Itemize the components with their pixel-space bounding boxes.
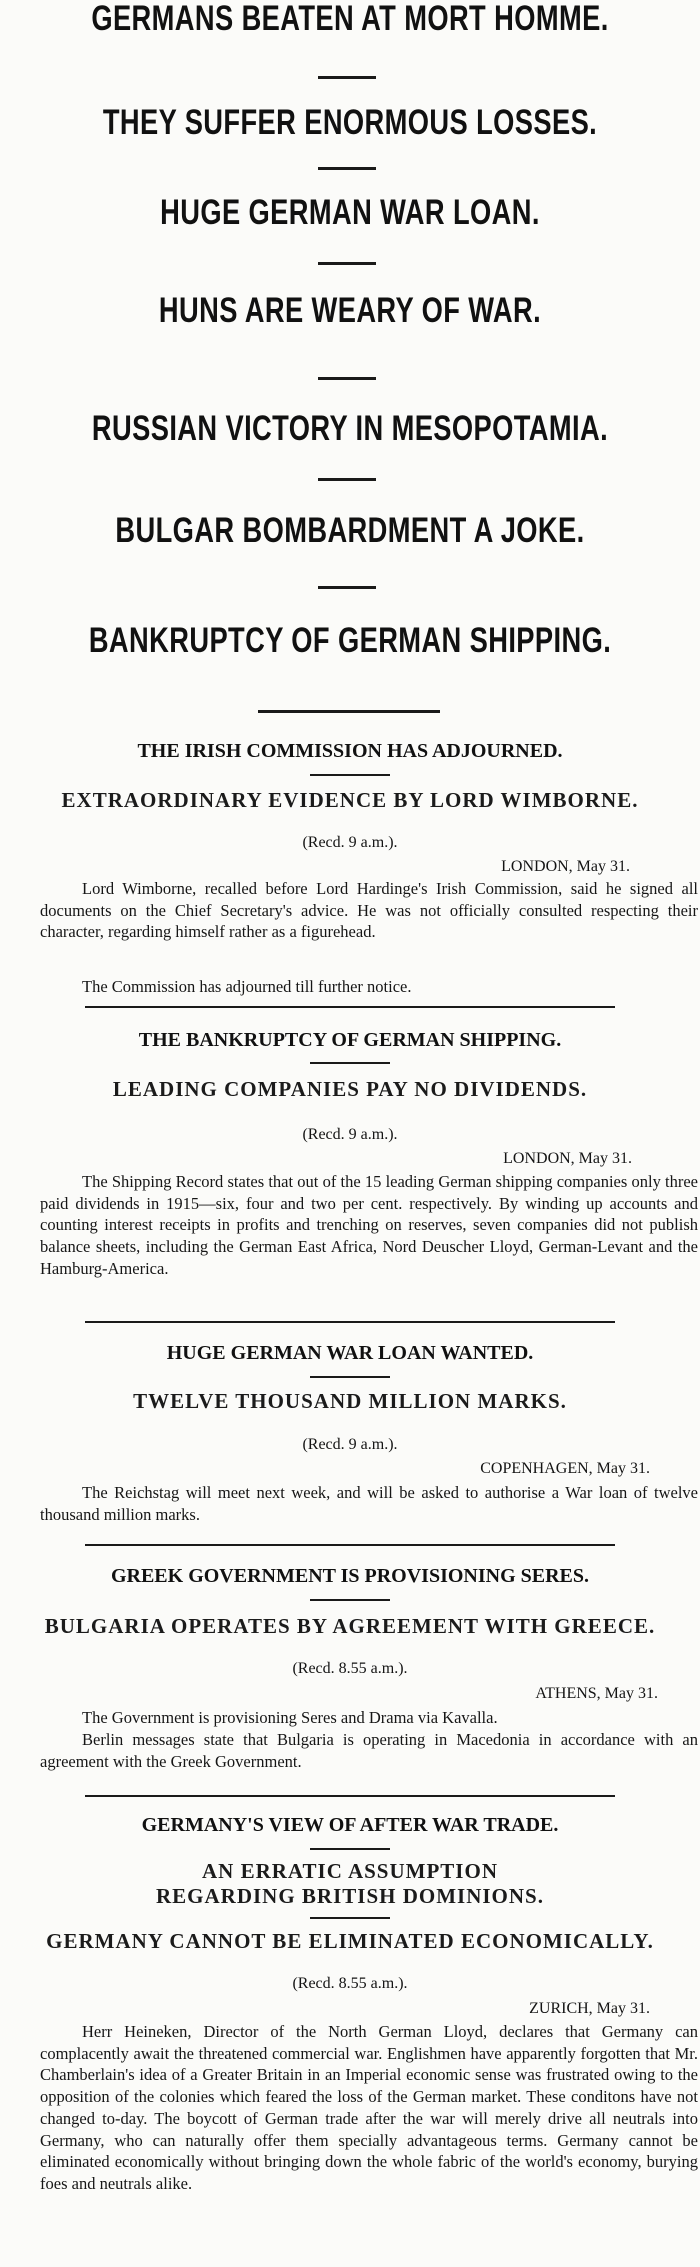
headline-divider [318,262,376,265]
irish-commission-title: THE IRISH COMMISSION HAS ADJOURNED. [137,740,563,762]
trade-deck-1: AN ERRATIC ASSUMPTION REGARDING BRITISH DOMINIONS. [156,1859,544,1908]
trade-deck-2: GERMANY CANNOT BE ELIMINATED ECONOMICALLY. [46,1929,654,1953]
trade-title: GERMANY'S VIEW OF AFTER WAR TRADE. [141,1814,559,1836]
irish-dateline: LONDON, May 31. [501,858,630,875]
section-divider [258,710,440,713]
title-divider [310,1376,390,1378]
title-divider [310,1062,390,1064]
greek-dateline: ATHENS, May 31. [535,1685,658,1702]
irish-received-time: (Recd. 9 a.m.). [302,834,398,851]
headline-divider [318,76,376,79]
headline-bulgar-bombardment: BULGAR BOMBARDMENT A JOKE. [115,511,585,550]
headline-divider [318,586,376,589]
title-divider [310,1599,390,1601]
article-divider [85,1544,615,1546]
war-loan-paragraph-1: The Reichstag will meet next week, and will be asked to authorise a War loan of twelve thousand million marks. [40,1483,698,1524]
headline-divider [318,377,376,380]
headline-divider [318,478,376,481]
greek-paragraph-1: The Government is provisioning Seres and Drama via Kavalla. [82,1708,498,1727]
headline-mesopotamia: RUSSIAN VICTORY IN MESOPOTAMIA. [91,409,609,448]
headline-enormous-losses: THEY SUFFER ENORMOUS LOSSES. [102,103,598,142]
shipping-paragraph-1: The Shipping Record states that out of the 15 leading German shipping companies only three paid dividends in 1915—six, four and two per cent. respectively. By winding up accounts and counting interest receipts in profits and trenching on reserves, seven companies did not publish balance sheets, including the German East Africa, Nord Deuscher Lloyd, German-Levant and the Hamburg-America. [40,1172,698,1278]
headline-mort-homme: GERMANS BEATEN AT MORT HOMME. [91,0,609,38]
war-loan-deck: TWELVE THOUSAND MILLION MARKS. [133,1389,567,1413]
irish-paragraph-1: Lord Wimborne, recalled before Lord Hardinge's Irish Commission, said he signed all documents on the Chief Secretary's advice. He was not officially consulted respecting their character, regarding himself rather as a figurehead. [40,879,698,942]
shipping-dateline: LONDON, May 31. [503,1150,632,1167]
greek-paragraph-2: Berlin messages state that Bulgaria is operating in Macedonia in accordance with an agreement with the Greek Government. [40,1730,698,1771]
article-divider [85,1321,615,1323]
trade-received-time: (Recd. 8.55 a.m.). [292,1975,408,1992]
war-loan-dateline: COPENHAGEN, May 31. [480,1460,650,1477]
headline-war-loan: HUGE GERMAN WAR LOAN. [160,193,540,232]
war-loan-title: HUGE GERMAN WAR LOAN WANTED. [166,1342,534,1364]
trade-dateline: ZURICH, May 31. [529,2000,650,2017]
greek-received-time: (Recd. 8.55 a.m.). [292,1660,408,1677]
greek-deck: BULGARIA OPERATES BY AGREEMENT WITH GREECE. [44,1614,656,1638]
article-divider [85,1795,615,1797]
headline-german-shipping: BANKRUPTCY OF GERMAN SHIPPING. [88,621,612,660]
title-divider [310,774,390,776]
headline-divider [318,167,376,170]
article-divider [85,1006,615,1008]
trade-paragraph-1: Herr Heineken, Director of the North German Lloyd, declares that Germany can complacently await the threatened commercial war. Englishmen have apparently forgotten that Mr. Chamberlain's idea of a Greater Britain in an Imperial economic sense was frustrated owing to the opposition of the colonies which feared the loss of the German market. These conditons have not changed to-day. The boycott of German trade after the war will merely drive all neutrals into Germany, who can naturally offer them specially advantageous terms. Germany cannot be eliminated economically without bringing down the whole fabric of the world's economy, burying foes and neutrals alike. [40,2022,698,2193]
irish-paragraph-2: The Commission has adjourned till further notice. [82,977,412,996]
shipping-deck: LEADING COMPANIES PAY NO DIVIDENDS. [112,1077,588,1101]
title-divider [310,1848,390,1850]
title-divider [310,1917,390,1919]
greek-title: GREEK GOVERNMENT IS PROVISIONING SERES. [110,1565,590,1587]
headline-weary-of-war: HUNS ARE WEARY OF WAR. [158,291,542,330]
shipping-received-time: (Recd. 9 a.m.). [302,1126,398,1143]
war-loan-received-time: (Recd. 9 a.m.). [302,1436,398,1453]
shipping-title: THE BANKRUPTCY OF GERMAN SHIPPING. [138,1029,562,1051]
irish-commission-deck: EXTRAORDINARY EVIDENCE BY LORD WIMBORNE. [61,788,639,812]
